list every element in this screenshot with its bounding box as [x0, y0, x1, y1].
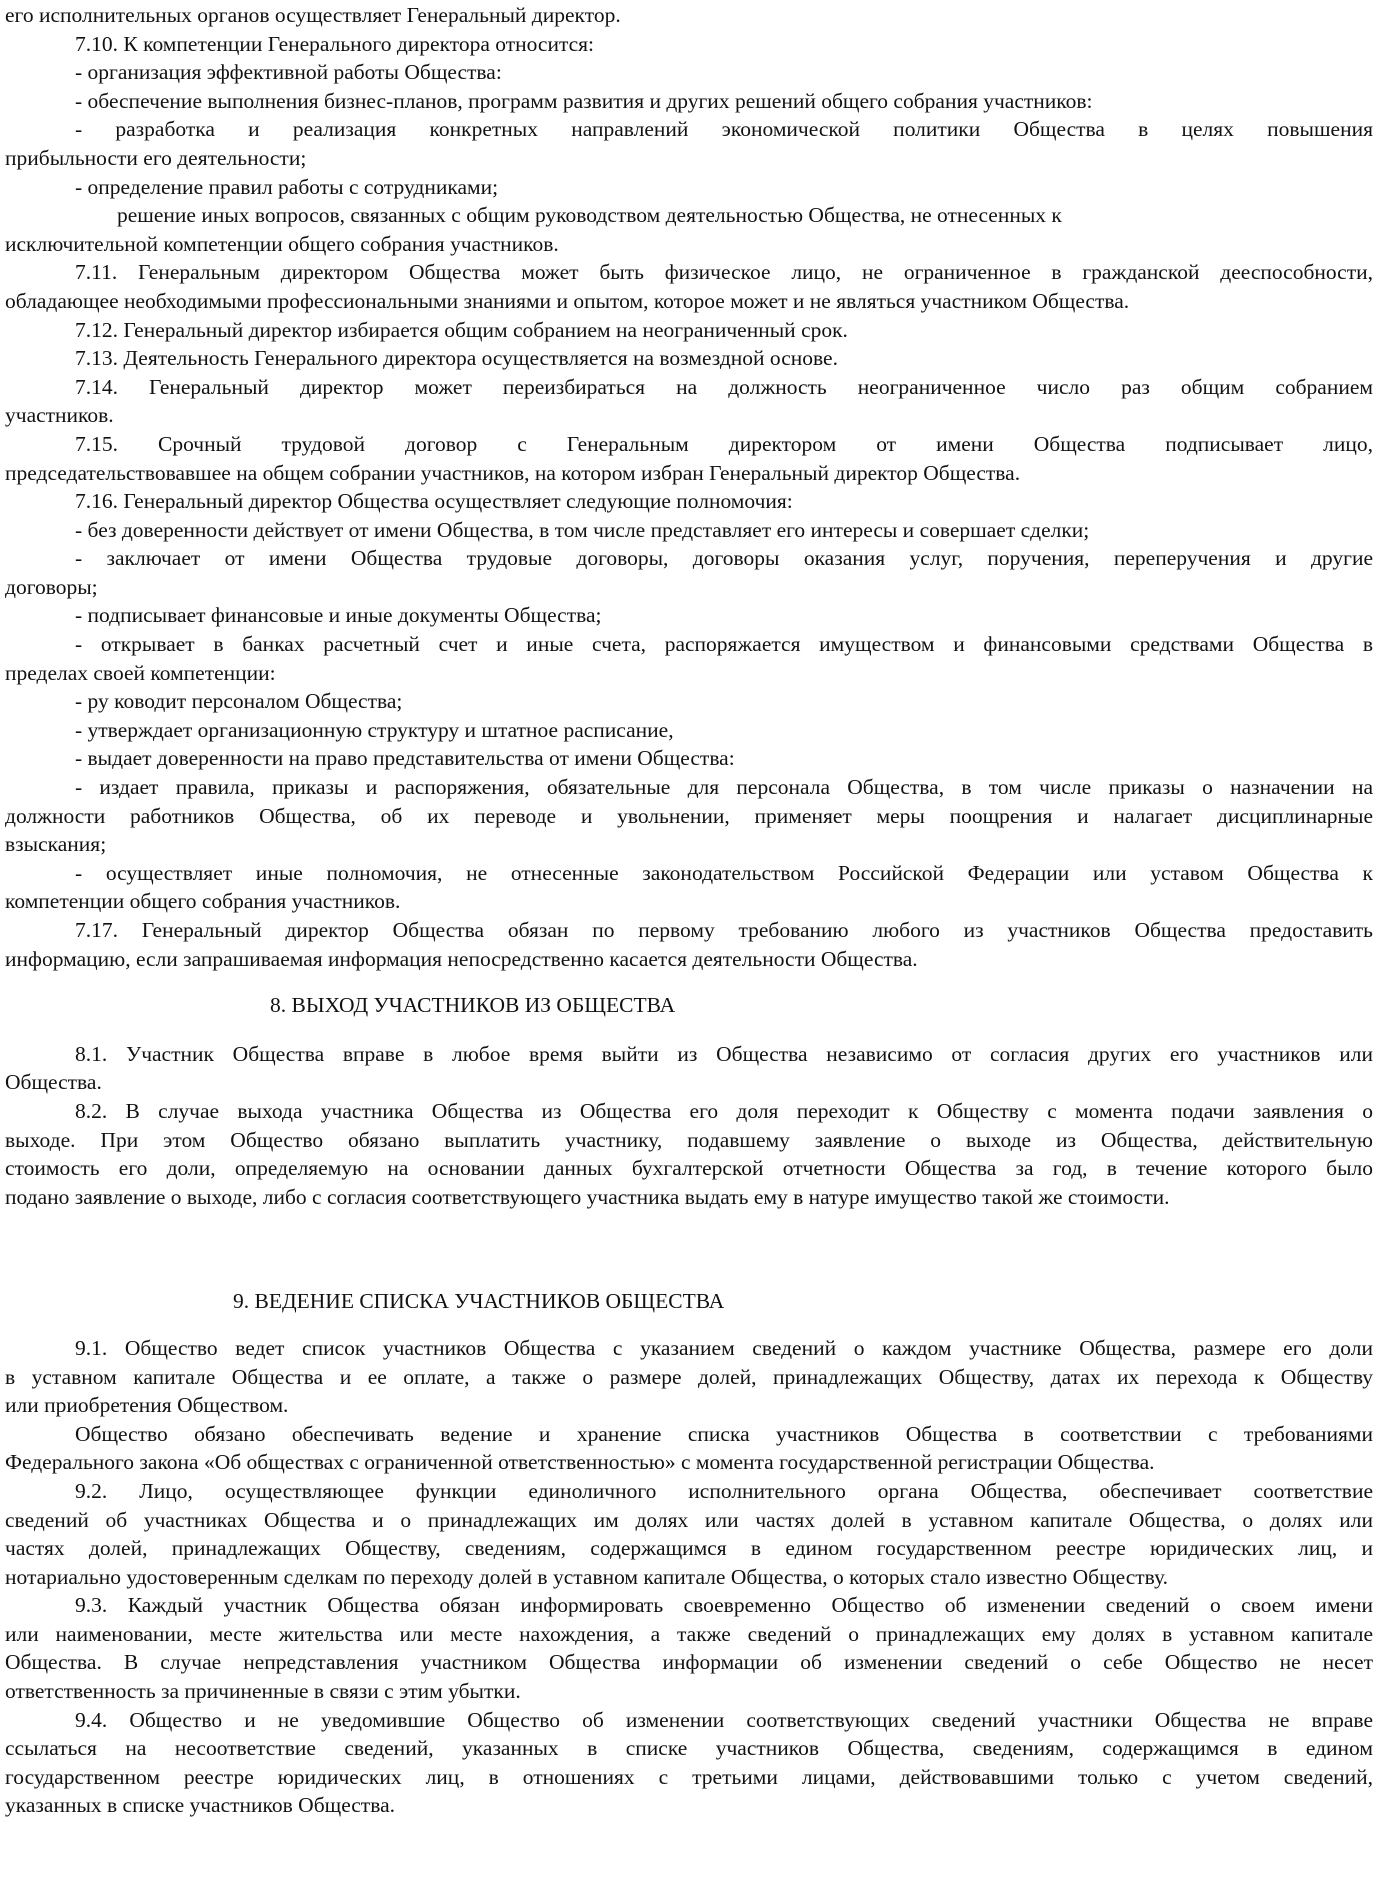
text-line: ответственность за причиненные в связи с этим убытки.: [5, 1679, 521, 1704]
list-item: - ру ководит персоналом Общества;: [75, 689, 403, 714]
list-item: - осуществляет иные полномочия, не отнесенные законодательством Российской Федерации или уставом Общества к: [75, 860, 1373, 885]
list-item: - издает правила, приказы и распоряжения, обязательные для персонала Общества, в том числе приказы о назначении на: [75, 775, 1373, 800]
text-line: выходе. При этом Общество обязано выплатить участнику, подавшему заявление о выходе из Общества, действительную: [5, 1127, 1373, 1152]
text-line: обладающее необходимыми профессиональными знаниями и опытом, которое может и не являться участником Общества.: [5, 288, 1130, 313]
section-heading-8: 8. ВЫХОД УЧАСТНИКОВ ИЗ ОБЩЕСТВА: [270, 993, 676, 1018]
text-line: исключительной компетенции общего собрания участников.: [5, 231, 559, 256]
clause-7-17: 7.17. Генеральный директор Общества обязан по первому требованию любого из участников Общества предоставить: [75, 918, 1373, 942]
text-line: взыскания;: [5, 832, 107, 857]
text-line: подано заявление о выходе, либо с согласия соответствующего участника выдать ему в натуре имущество такой же стоимости.: [5, 1184, 1170, 1209]
list-item: - организация эффективной работы Общества:: [75, 60, 502, 85]
list-item: - подписывает финансовые и иные документы Общества;: [75, 603, 602, 628]
list-item: - разработка и реализация конкретных направлений экономической политики Общества в целях повышения: [75, 117, 1373, 142]
text-line: стоимость его доли, определяемую на основании данных бухгалтерской отчетности Общества за год, в течение которого было: [5, 1156, 1373, 1181]
list-item: - утверждает организационную структуру и штатное расписание,: [75, 717, 674, 742]
clause-7-16: 7.16. Генеральный директор Общества осуществляет следующие полномочия:: [75, 489, 793, 514]
clause-7-10: 7.10. К компетенции Генерального директора относится:: [75, 31, 595, 56]
text-line: или наименовании, месте жительства или месте нахождения, а также сведений о принадлежащих ему долях в уставном капитале: [5, 1621, 1373, 1646]
paragraph: Общество обязано обеспечивать ведение и хранение списка участников Общества в соответствии с требованиями: [75, 1421, 1373, 1446]
list-item: - обеспечение выполнения бизнес-планов, программ развития и других решений общего собрания участников:: [75, 88, 1093, 113]
text-line: его исполнительных органов осуществляет Генеральный директор.: [5, 3, 621, 27]
clause-7-14: 7.14. Генеральный директор может переизбираться на должность неограниченное число раз общим собранием: [75, 374, 1373, 399]
section-heading-9: 9. ВЕДЕНИЕ СПИСКА УЧАСТНИКОВ ОБЩЕСТВА: [233, 1289, 725, 1314]
text-line: в уставном капитале Общества и ее оплате, а также о размере долей, принадлежащих Обществу, датах их перехода к Обществу: [5, 1364, 1373, 1389]
text-line: ссылаться на несоответствие сведений, указанных в списке участников Общества, сведениям, содержащимся в едином: [5, 1736, 1373, 1761]
text-line: компетенции общего собрания участников.: [5, 889, 401, 914]
text-line: частях долей, принадлежащих Обществу, сведениям, содержащимся в едином государственном реестре юридических лиц, и: [5, 1536, 1373, 1561]
clause-7-11: 7.11. Генеральным директором Общества может быть физическое лицо, не ограниченное в гражданской дееспособности,: [75, 260, 1373, 285]
clause-7-12: 7.12. Генеральный директор избирается общим собранием на неограниченный срок.: [75, 317, 848, 342]
text-line: участников.: [5, 403, 114, 428]
clause-8-2: 8.2. В случае выхода участника Общества из Общества его доля переходит к Обществу с момента подачи заявления о: [75, 1098, 1373, 1123]
list-item: - заключает от имени Общества трудовые договоры, договоры оказания услуг, поручения, переперучения и другие: [75, 546, 1373, 571]
text-line: сведений об участниках Общества и о принадлежащих им долях или частях долей в уставном капитале Общества, о долях или: [5, 1507, 1373, 1532]
clause-7-13: 7.13. Деятельность Генерального директора осуществляется на возмездной основе.: [75, 346, 838, 371]
clause-9-4: 9.4. Общество и не уведомившие Общество об изменении соответствующих сведений участники Общества не вправе: [75, 1707, 1373, 1732]
text-line: Федерального закона «Об обществах с ограниченной ответственностью» с момента государственной регистрации Общества.: [5, 1450, 1155, 1475]
text-line: или приобретения Обществом.: [5, 1393, 289, 1418]
text-line: прибыльности его деятельности;: [5, 145, 307, 170]
list-item: решение иных вопросов, связанных с общим руководством деятельностью Общества, не отнесенных к: [117, 203, 1062, 228]
clause-9-3: 9.3. Каждый участник Общества обязан информировать своевременно Общество об изменении сведений о своем имени: [75, 1593, 1373, 1618]
text-line: информацию, если запрашиваемая информация непосредственно касается деятельности Общества.: [5, 946, 918, 971]
text-line: указанных в списке участников Общества.: [5, 1793, 395, 1818]
list-item: - без доверенности действует от имени Общества, в том числе представляет его интересы и совершает сделки;: [75, 517, 1090, 542]
text-line: Общества.: [5, 1070, 102, 1095]
document-page: [5, 1, 1373, 1820]
list-item: - открывает в банках расчетный счет и иные счета, распоряжается имуществом и финансовыми средствами Общества в: [75, 632, 1373, 657]
list-item: - определение правил работы с сотрудниками;: [75, 174, 499, 199]
text-line: договоры;: [5, 574, 98, 599]
text-line: нотариально удостоверенным сделкам по переходу долей в уставном капитале Общества, о которых стало известно Обществу.: [5, 1564, 1169, 1589]
clause-9-1: 9.1. Общество ведет список участников Общества с указанием сведений о каждом участнике Общества, размере его доли: [75, 1335, 1373, 1360]
text-line: Общества. В случае непредставления участником Общества информации об изменении сведений о себе Общество не несет: [5, 1650, 1373, 1675]
clause-9-2: 9.2. Лицо, осуществляющее функции единоличного исполнительного органа Общества, обеспечивает соответствие: [75, 1478, 1373, 1503]
text-line: должности работников Общества, об их переводе и увольнении, применяет меры поощрения и налагает дисциплинарные: [5, 803, 1373, 828]
clause-8-1: 8.1. Участник Общества вправе в любое время выйти из Общества независимо от согласия других его участников или: [75, 1041, 1373, 1066]
text-line: государственном реестре юридических лиц, в отношениях с третьими лицами, действовавшими только с учетом сведений,: [5, 1764, 1373, 1789]
text-line: председательствовавшее на общем собрании участников, на котором избран Генеральный директор Общества.: [5, 460, 1021, 485]
clause-7-15: 7.15. Срочный трудовой договор с Генеральным директором от имени Общества подписывает лицо,: [75, 431, 1373, 456]
list-item: - выдает доверенности на право представительства от имени Общества:: [75, 746, 735, 771]
text-line: пределах своей компетенции:: [5, 660, 276, 685]
